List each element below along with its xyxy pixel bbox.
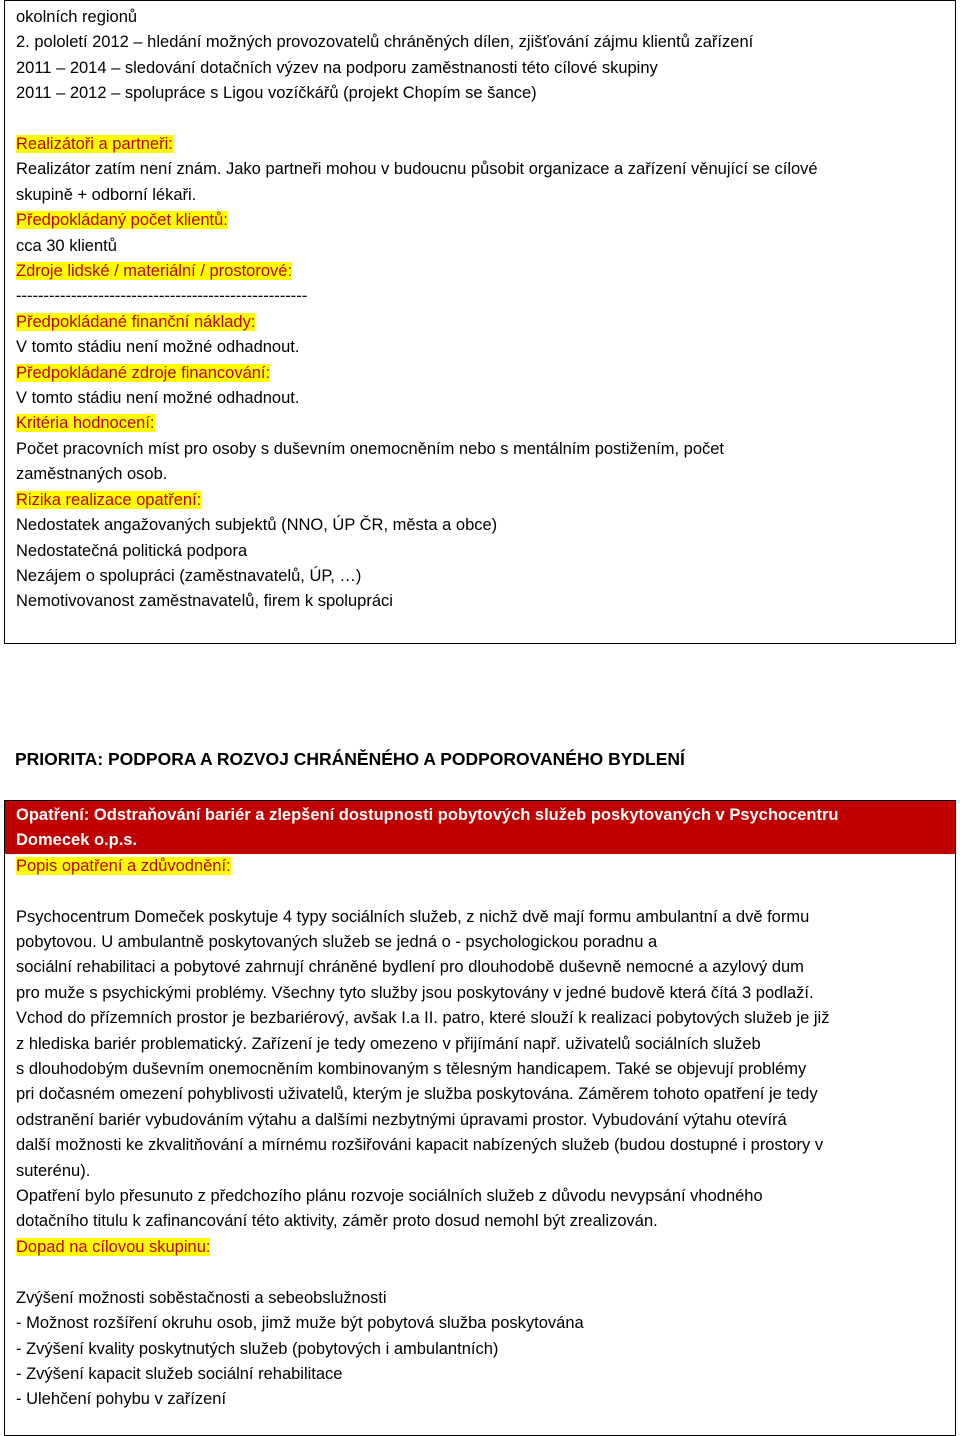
impact-heading: Dopad na cílovou skupinu: [16, 1237, 211, 1256]
risks-heading: Rizika realizace opatření: [16, 490, 202, 509]
intro-line: 2. pololetí 2012 – hledání možných provozovatelů chráněných dílen, zjišťování zájmu klientů zařízení [16, 33, 754, 52]
measure-title-line: Opatření: Odstraňování bariér a zlepšení dostupnosti pobytových služeb poskytovaných v Psychocentru [16, 806, 839, 824]
funding-text: V tomto stádiu není možné odhadnout. [16, 389, 300, 408]
risk-item: Nezájem o spolupráci (zaměstnavatelů, ÚP, …) [16, 566, 362, 585]
description-paragraph [16, 905, 945, 1235]
description-line: s dlouhodobým duševním onemocněním kombinovaným s tělesným handicapem. Také se objevují problémy [16, 1060, 807, 1079]
impact-item: Zvýšení možnosti soběstačnosti a sebeobslužnosti [16, 1288, 387, 1307]
description-line: pobytovou. U ambulantně poskytovaných služeb se jedná o - psychologickou poradnu a [16, 933, 658, 952]
risk-item: Nemotivovanost zaměstnavatelů, firem k spolupráci [16, 592, 393, 611]
intro-line: okolních regionů [16, 8, 138, 26]
criteria-text: Počet pracovních míst pro osoby s duševním onemocněním nebo s mentálním postižením, počet [16, 439, 725, 458]
description-line: Opatření bylo přesunuto z předchozího plánu rozvoje sociálních služeb z důvodu nevypsání vhodného [16, 1187, 763, 1206]
description-line: z hlediska bariér problematický. Zařízení je tedy omezeno v přijímání např. uživatelů sociálních služeb [16, 1034, 761, 1053]
description-line: pro muže s psychickými problémy. Všechny tyto služby jsou poskytovány v jedné budově která čítá 3 podlaží. [16, 983, 814, 1002]
impact-item: - Zvýšení kvality poskytnutých služeb (pobytových i ambulantních) [16, 1339, 499, 1358]
description-line: dotačního titulu k zafinancování této aktivity, záměr proto dosud nemohl být zrealizován. [16, 1212, 658, 1231]
description-line: další možnosti ke zkvalitňování a mírnému rozšiřováni kapacit nabízených služeb (budou dostupné i prostory v [16, 1136, 824, 1155]
clients-text: cca 30 klientů [16, 236, 117, 255]
impact-item: - Zvýšení kapacit služeb sociální rehabilitace [16, 1364, 343, 1383]
priority-title: PRIORITA: PODPORA A ROZVOJ CHRÁNĚNÉHO A PODPOROVANÉHO BYDLENÍ [15, 749, 685, 769]
implementers-text: skupině + odborní lékaři. [16, 185, 197, 204]
description-line: sociální rehabilitaci a pobytové zahrnují chráněné bydlení pro dlouhodobě duševně nemocné a azylový dum [16, 958, 804, 977]
implementers-text: Realizátor zatím není znám. Jako partneři mohou v budoucnu působit organizace a zařízení věnující se cílové [16, 160, 818, 179]
impact-item: - Ulehčení pohybu v zařízení [16, 1390, 227, 1409]
implementers-heading: Realizátoři a partneři: [16, 135, 173, 154]
intro-line: 2011 – 2014 – sledování dotačních výzev na podporu zaměstnanosti této cílové skupiny [16, 58, 658, 77]
risk-item: Nedostatek angažovaných subjektů (NNO, ÚP ČR, města a obce) [16, 516, 498, 535]
impact-item: - Možnost rozšíření okruhu osob, jimž muže být pobytová služba poskytována [16, 1314, 584, 1333]
costs-heading: Předpokládané finanční náklady: [16, 312, 256, 331]
description-line: Vchod do přízemních prostor je bezbariérový, avšak I.a II. patro, které slouží k realizaci pobytových služeb je již [16, 1009, 830, 1028]
funding-heading: Předpokládané zdroje financování: [16, 363, 271, 382]
description-heading: Popis opatření a zdůvodnění: [16, 856, 231, 875]
risk-item: Nedostatečná politická podpora [16, 541, 248, 560]
measure-title-line: Domecek o.p.s. [16, 831, 138, 850]
resources-heading: Zdroje lidské / materiální / prostorové: [16, 262, 293, 281]
measure-box [4, 800, 956, 1436]
resources-text: ----------------------------------------------------- [16, 287, 308, 306]
criteria-heading: Kritéria hodnocení: [16, 414, 155, 433]
costs-text: V tomto stádiu není možné odhadnout. [16, 338, 300, 357]
measure-title [5, 801, 955, 854]
measure-detail-box [4, 0, 956, 644]
criteria-text: zaměstnaných osob. [16, 465, 168, 484]
description-line: Psychocentrum Domeček poskytuje 4 typy sociálních služeb, z nichž dvě mají formu ambulantní a dvě formu [16, 907, 810, 926]
intro-line: 2011 – 2012 – spolupráce s Ligou vozíčkářů (projekt Chopím se šance) [16, 84, 537, 103]
description-line: suterénu). [16, 1161, 91, 1180]
clients-heading: Předpokládaný počet klientů: [16, 211, 228, 230]
description-line: odstranění bariér vybudováním výtahu a dalšími nezbytnými úpravami prostor. Vybudování výtahu otevírá [16, 1110, 787, 1129]
description-line: pri dočasném omezení pohyblivosti uživatelů, kterým je služba poskytována. Záměrem tohoto opatření je tedy [16, 1085, 818, 1104]
